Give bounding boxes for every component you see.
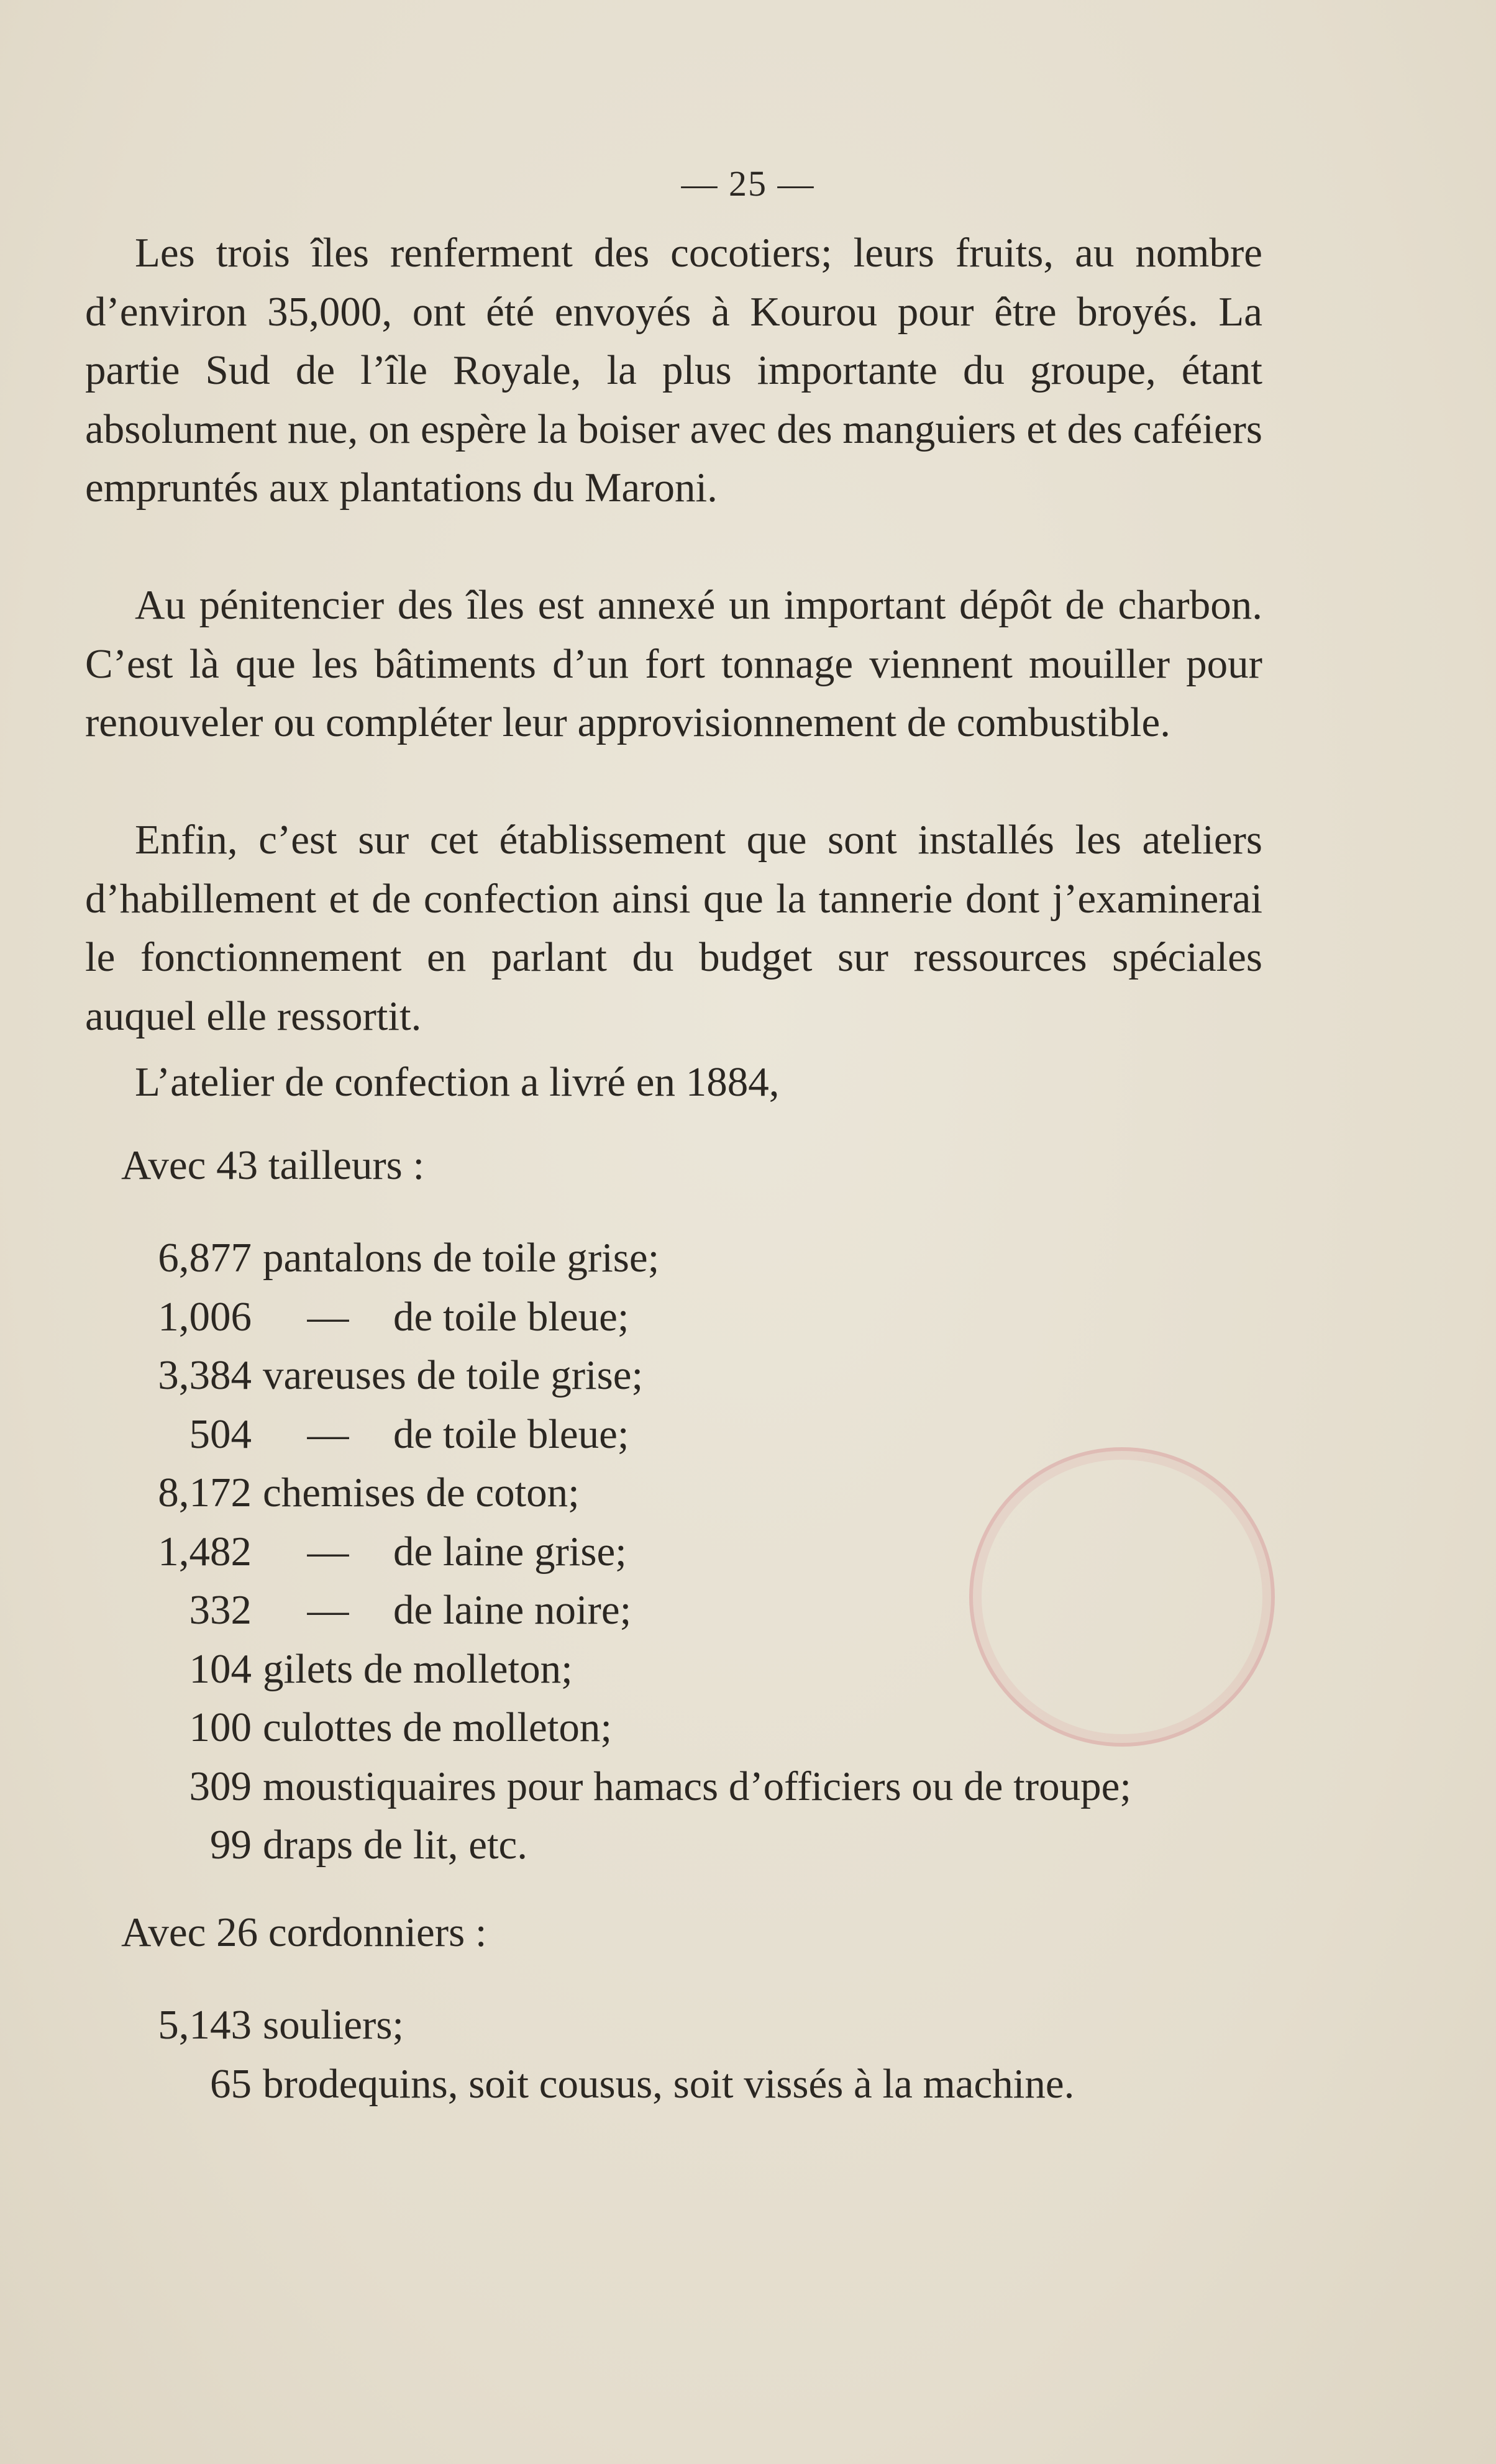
- item-text: brodequins, soit cousus, soit vissés à la machine.: [263, 2060, 1075, 2107]
- item-text: souliers;: [263, 2002, 404, 2048]
- ditto-mark: —: [307, 1528, 349, 1575]
- list-item: [121, 1229, 1131, 1288]
- item-text: vareuses de toile grise;: [263, 1352, 644, 1398]
- item-text: de laine noire;: [393, 1587, 632, 1633]
- item-text: chemises de coton;: [263, 1470, 580, 1516]
- ditto-mark: —: [307, 1587, 349, 1633]
- item-quantity: 3,384: [158, 1352, 252, 1398]
- tailleurs-heading: Avec 43 tailleurs :: [121, 1142, 425, 1188]
- item-quantity: 1,006: [158, 1293, 252, 1340]
- paragraph-atelier-confection: L’atelier de confection a livré en 1884,: [135, 1059, 780, 1105]
- ditto-mark: —: [307, 1293, 349, 1340]
- list-item: [121, 1757, 1131, 1816]
- item-quantity: 104: [189, 1645, 252, 1692]
- item-text: gilets de molleton;: [263, 1645, 573, 1692]
- item-quantity: 100: [189, 1704, 252, 1750]
- list-item: [121, 1996, 1074, 2055]
- paragraph-cocotiers: Les trois îles renferment des cocotiers; leurs fruits, au nombre d’environ 35,000, ont été envoyés à Kourou pour être broyés. La partie Sud de l’île Royale, la plus importante du groupe, étant absolument nue, on espère la boiser avec des manguiers et des caféiers empruntés aux plantations du Maroni.: [85, 230, 1262, 511]
- list-item: [121, 2055, 1074, 2114]
- paragraph-ateliers: Enfin, c’est sur cet établissement que sont installés les ateliers d’habillement et de confection ainsi que la tannerie dont j’examinerai le fonctionnement en parlant du budget sur ressources spéciales auquel elle ressortit.: [85, 817, 1262, 1039]
- item-quantity: 6,877: [158, 1235, 252, 1281]
- paragraph-charbon: Au pénitencier des îles est annexé un important dépôt de charbon. C’est là que les bâtiments d’un fort tonnage viennent mouiller pour renouveler ou compléter leur approvisionnement de combustible.: [85, 582, 1262, 745]
- item-quantity: 5,143: [158, 2002, 252, 2048]
- list-item: [121, 1698, 1131, 1757]
- item-text: de toile bleue;: [393, 1293, 629, 1340]
- list-item: [121, 1816, 1131, 1875]
- item-quantity: 65: [210, 2060, 252, 2107]
- library-stamp: [969, 1447, 1275, 1747]
- item-quantity: 309: [189, 1763, 252, 1809]
- item-text: pantalons de toile grise;: [263, 1235, 660, 1281]
- list-item: [121, 1405, 1131, 1464]
- cordonniers-list: [121, 1996, 1074, 2113]
- item-text: draps de lit, etc.: [263, 1822, 528, 1868]
- item-text: moustiquaires pour hamacs d’officiers ou de troupe;: [263, 1763, 1131, 1809]
- item-text: de laine grise;: [393, 1528, 627, 1575]
- item-quantity: 332: [189, 1587, 252, 1633]
- item-quantity: 504: [189, 1411, 252, 1457]
- item-text: de toile bleue;: [393, 1411, 629, 1457]
- item-quantity: 8,172: [158, 1470, 252, 1516]
- list-item: [121, 1288, 1131, 1347]
- item-text: culottes de molleton;: [263, 1704, 612, 1750]
- item-quantity: 1,482: [158, 1528, 252, 1575]
- page-number: — 25 —: [681, 163, 815, 204]
- list-item: [121, 1463, 1131, 1522]
- item-quantity: 99: [210, 1822, 252, 1868]
- cordonniers-heading: Avec 26 cordonniers :: [121, 1909, 487, 1955]
- ditto-mark: —: [307, 1411, 349, 1457]
- list-item: [121, 1346, 1131, 1405]
